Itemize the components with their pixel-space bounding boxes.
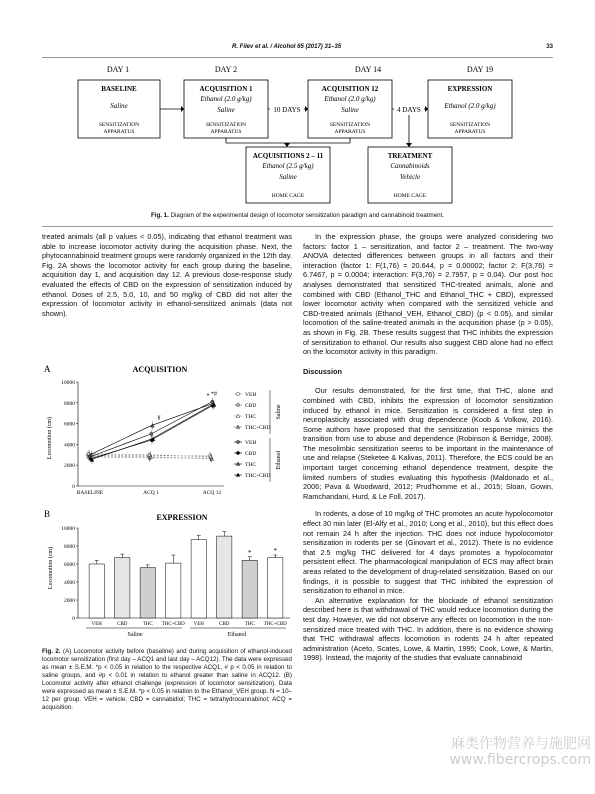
svg-text:SENSITIZATION: SENSITIZATION [98,122,140,128]
treatment-box [368,147,452,203]
svg-text:BASELINE: BASELINE [101,85,137,93]
bar [217,536,232,618]
legend-group-saline: Saline [276,404,282,420]
svg-text:Saline: Saline [110,102,128,110]
figure-2b-chart [42,506,294,640]
arrow-label-10-days: 10 DAYS [273,106,301,114]
svg-text:Saline: Saline [279,173,297,181]
svg-text:Ethanol (2.5 g/kg): Ethanol (2.5 g/kg) [262,162,314,170]
svg-text:Cannabinoids: Cannabinoids [390,162,430,170]
legend-label: THC [245,462,256,468]
svg-text:Ethanol (2.0 g/kg): Ethanol (2.0 g/kg) [200,95,252,103]
svg-text:Vehicle: Vehicle [399,173,421,181]
y-tick-label: 8000 [64,544,75,550]
day-label-1: DAY 1 [106,65,130,74]
section-heading-discussion: Discussion [303,366,342,376]
svg-text:APPARATUS: APPARATUS [454,129,486,135]
x-tick-label: ACQ 12 [202,490,222,496]
svg-text:EXPRESSION: EXPRESSION [447,85,493,93]
x-tick-label: THC+CBD [263,622,287,627]
day-label-2: DAY 2 [214,65,238,74]
right-paragraph-1: In the expression phase, the groups were analyzed considering two factors: factor 1 – sensitization, and factor 2 – treatment. The two-way ANOVA detected differences between groups in all factors and their interaction (factor 1: F(1,76) = 20.644, p = 0.00002; factor 2: F(3,76) = 6.7467, p = 0.0004; interaction: F(3,76) = 2.7957, p = 0.04). Our post hoc analyses demonstrated that sensitized THC-treated animals, alone and combined with CBD (Ethanol_THC and Ethanol_THC + CBD), expressed lower locomotor activity when compared with the sensitized vehicle and CBD-treated animals (Ethanol_VEH, Ethanol_CBD) (p < 0.05), and similar locomotion of the saline-treated animals in the acquisition phase (p > 0.05), as shown in Fig. 2B. These results suggest that THC inhibits the expression of sensitization to ethanol. Our results also suggest CBD alone had no effect on the locomotor activity in this paradigm. [303,232,553,357]
series-line-ethanol-veh [90,402,212,457]
right-paragraph-3: In rodents, a dose of 10 mg/kg of THC promotes an acute hypolocomotor effect 30 min later (El-Alfy et al., 2010; Long et al., 2010), but this effect does not remain 24 h after the injection. THC does not induce hypolocomotor sensitization in rodents per se (Ginovart et al., 2012). There is no evidence that 2.5 mg/kg THC delivered for 4 days promotes a hypolocomotor persistent effect. The pharmacological manipulation of ECS may affect brain areas related to the development of drug-related sensitization. Based on our findings, it is possible to suggest that THC inhibited the expression of sensitization to ethanol in mice. [303,509,553,596]
day-label-3: DAY 14 [354,65,382,74]
legend-marker [236,440,239,443]
significance-mark: * [248,548,252,557]
day-label-4: DAY 19 [466,65,494,74]
figure-2a-chart [42,360,294,504]
right-column [303,232,553,671]
legend-label: VEH [245,392,257,398]
right-paragraph-2: Our results demonstrated, for the first time, that THC, alone and combined with CBD, inhibits the expression of locomotor sensitization induced by ethanol in mice. Sensitization is considered a first step in neuroplasticity associated with drug dependence (Koob & Volkow, 2016). Some authors have proposed that the sensitization response mimics the transition from use to abuse and dependence (Robinson & Berridge, 2008). The mesolimbic sensitization seems to be important in the maintenance of use and relapse (Steketee & Kalivas, 2011). Therefore, the ECS could be an important target concerning ethanol dependence treatment, despite the limited numbers of studies evaluating this hypothesis (Maldonado et al., 2006; Pava & Woodward, 2012; Prud'homme et al., 2015; Sloan, Gowin, Ramchandani, Hurd, & Le Foll, 2017). [303,386,553,501]
svg-text:SENSITIZATION: SENSITIZATION [329,122,371,128]
svg-text:Saline: Saline [217,106,235,114]
svg-text:ACQUISITION 1: ACQUISITION 1 [199,85,253,93]
bar [140,568,155,618]
header-rule [42,57,553,58]
legend-marker [236,451,239,454]
y-tick-label: 0 [72,616,75,622]
figure-1-caption: Fig. 1. Diagram of the experimental design of locomotor sensitization paradigm and cannabinoid treatment. [150,212,445,219]
chart-b-title: EXPRESSION [156,513,208,522]
bar [242,560,257,618]
legend-label: THC+CBD [245,425,271,431]
x-tick-label: THC [142,622,153,627]
baseline-box [78,80,160,138]
y-tick-label: 6000 [64,562,75,568]
svg-text:SENSITIZATION: SENSITIZATION [205,122,247,128]
y-tick-label: 2000 [64,463,75,470]
arrow-acq12-down [287,138,350,143]
svg-text:Ethanol (2.0 g/kg): Ethanol (2.0 g/kg) [444,102,496,110]
y-tick-label: 0 [72,484,75,490]
running-header [0,44,595,56]
x-tick-label: CBD [219,622,230,627]
arrow-acq1-down [226,138,287,146]
annotation: *# [211,391,217,398]
panel-label-b: B [44,509,51,519]
arrow-to-acquisitions-2-11 [284,143,290,147]
x-tick-label: CBD [117,622,128,627]
legend-label: THC+CBD [245,473,271,479]
y-tick-label: 8000 [64,400,75,407]
bar [89,564,104,618]
journal-citation: R. Filev et al. / Alcohol 65 (2017) 31–35 [232,44,342,50]
panel-label-a: A [44,364,51,374]
left-paragraph-1: treated animals (all p values < 0.05), indicating that ethanol treatment was able to increase locomotor activity during the acquisition phase. Next, the phytocannabinoid treatment groups were randomly organized in the 12th day. Fig. 2A shows the locomotor activity for each group during the baseline, acquisition day 1, and acquisition day 12. A previous dose-response study evaluated the effects of CBD on the expression of sensitization induced by ethanol. Doses of 2.5, 5.0, 10, and 50 mg/kg of CBD did not alter the expression of locomotor activity in ethanol-sensitized animals (data not shown). [42,232,292,318]
expression-box [428,80,512,138]
bar [166,563,181,618]
group-label-ethanol: Ethanol [227,632,247,638]
bar [115,558,130,618]
svg-text:SENSITIZATION: SENSITIZATION [449,122,491,128]
y-tick-label: 6000 [64,421,75,428]
bar [191,540,206,618]
figure-rule [42,226,553,227]
arrow-acq1-to-acq12 [268,103,308,115]
significance-mark: * [273,547,277,555]
svg-text:TREATMENT: TREATMENT [387,152,433,160]
x-tick-label: VEH [91,622,102,627]
legend-label: CBD [245,451,257,457]
legend-label: CBD [245,403,257,409]
arrow-baseline-to-acq1 [160,106,184,112]
arrow-label-4-days: 4 DAYS [397,106,421,114]
chart-a-ylabel: Locomotion (cm) [47,416,53,460]
acquisition-12-box [308,80,392,138]
bar [268,558,283,618]
x-tick-label: THC+CBD [161,622,185,627]
arrow-acq12-to-expression [392,103,428,115]
legend-label: VEH [245,440,257,446]
svg-text:HOME CAGE: HOME CAGE [271,193,305,199]
y-tick-label: 4000 [64,580,75,586]
acquisition-1-box [184,80,268,138]
svg-text:Saline: Saline [341,106,359,114]
x-tick-label: ACQ 1 [143,490,159,496]
legend-label: THC [245,414,256,420]
svg-text:APPARATUS: APPARATUS [210,129,242,135]
y-tick-label: 10000 [61,380,75,386]
legend-group-ethanol: Ethanol [276,450,282,470]
chart-a-title: ACQUISITION [132,365,188,374]
data-point [150,432,153,435]
svg-text:ACQUISITION 12: ACQUISITION 12 [321,85,379,93]
annotation: ¥ [157,415,161,422]
y-tick-label: 4000 [64,442,75,449]
annotation: * [206,393,210,400]
svg-text:APPARATUS: APPARATUS [334,129,366,135]
left-column [42,232,292,326]
arrow-to-treatment [406,115,412,147]
page-number: 33 [546,44,553,50]
group-label-saline: Saline [127,632,143,638]
x-tick-label: THC [244,622,255,627]
figure-1-scheme [42,60,553,220]
svg-text:ACQUISITIONS 2 – 11: ACQUISITIONS 2 – 11 [252,152,324,160]
watermark: 麻类作物营养与施肥网 www.fibercrops.com [449,736,591,768]
svg-text:Ethanol (2.0 g/kg): Ethanol (2.0 g/kg) [324,95,376,103]
acquisitions-2-11-box [246,147,330,203]
y-tick-label: 2000 [64,598,75,604]
legend-marker [236,392,239,395]
figure-2-caption: Fig. 2. (A) Locomotor activity before (baseline) and during acquisition of ethanol-induced locomotor sensitization (first day – ACQ1 and last day – ACQ12). The data were expressed as mean ± S.E.M. *p < 0.05 in relation to the respective ACQ1, # p < 0.05 in relation to saline groups, and #p < 0.01 in relation to ethanol greater than saline in ACQ12. (B) Locomotor activity after ethanol challenge (expression of locomotor sensitization). Data were expressed as mean ± S.E.M. *p < 0.05 in relation to the Ethanol_VEH group. N = 10–12 per group. VEH = vehicle; CBD = cannabidiol; THC = tetrahydrocannabinol; ACQ = acquisition. [42,648,292,711]
svg-text:HOME CAGE: HOME CAGE [393,193,427,199]
y-tick-label: 10000 [61,526,75,532]
svg-text:APPARATUS: APPARATUS [103,129,135,135]
x-tick-label: BASELINE [76,490,104,496]
right-paragraph-4: An alternative explanation for the blockade of ethanol sensitization described here is that withdrawal of THC would reduce locomotion during the test day. However, we did not observe any effects on locomotion in the non-sensitized mice treated with THC. In addition, there is no evidence showing that THC withdrawal affects locomotion in rodents 24 h after repeated administration (Aceto, Scates, Lowe, & Martin, 1995; Cook, Lowe, & Martin, 1998). Instead, the majority of the studies that evaluate cannabinoid [303,595,553,663]
x-tick-label: VEH [193,622,204,627]
legend-marker [236,403,239,406]
chart-b-ylabel: Locomotion (cm) [48,546,54,590]
